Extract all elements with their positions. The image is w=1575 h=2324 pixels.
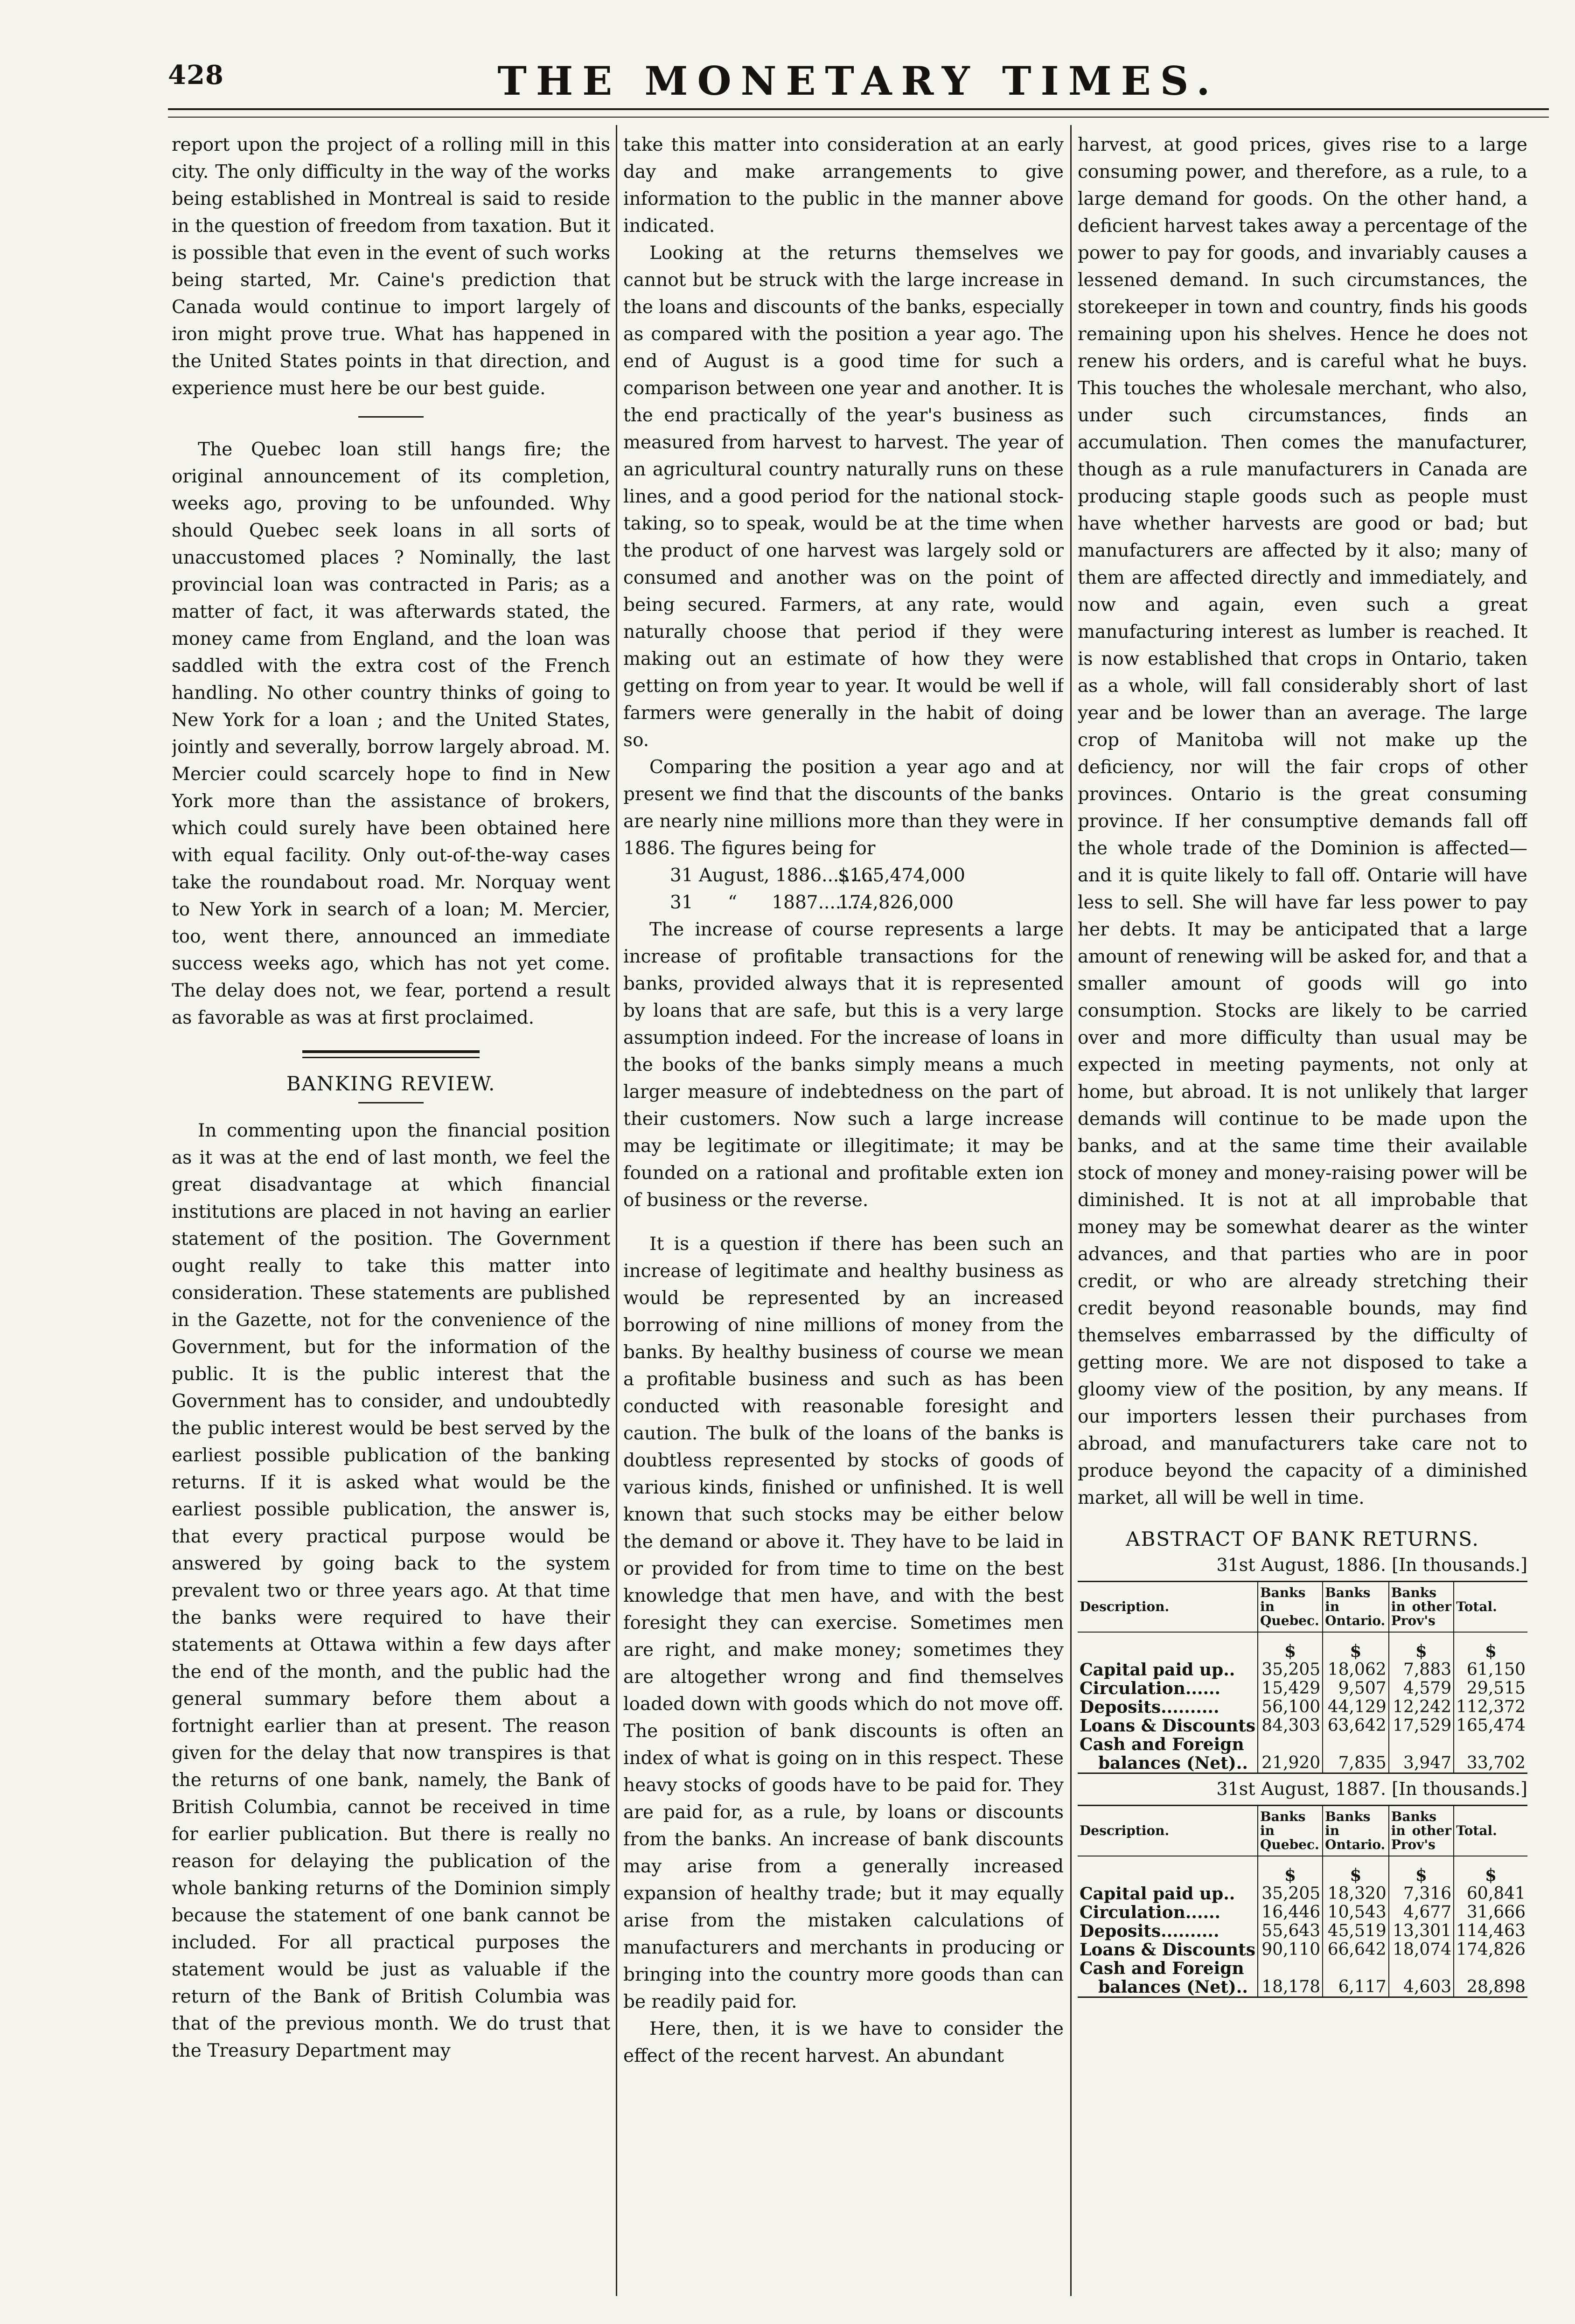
- table-row: [1078, 1922, 1527, 1940]
- paragraph: take this matter into consideration at an early day and make arrangements to give information to the public in the manner above indicated.: [623, 134, 1064, 237]
- table-row: [1078, 1903, 1527, 1922]
- cell-value: 61,150: [1454, 1661, 1527, 1679]
- cell-value: 7,835: [1323, 1754, 1389, 1773]
- cell-value: 66,642: [1323, 1940, 1389, 1959]
- cell-value: 31,666: [1454, 1903, 1527, 1922]
- section-title: BANKING REVIEW.: [286, 1072, 496, 1095]
- cell-value: [1454, 1735, 1527, 1754]
- column-header: Banks in Ontario.: [1323, 1806, 1389, 1856]
- currency-symbol: $: [1389, 1632, 1454, 1661]
- cell-value: 60,841: [1454, 1884, 1527, 1903]
- currency-symbol: $: [1389, 1856, 1454, 1884]
- column-3: [1078, 132, 1527, 2296]
- column-1: [172, 132, 610, 2296]
- column-header: Total.: [1454, 1582, 1527, 1633]
- column-header: Banks in other Prov's: [1389, 1582, 1454, 1633]
- loan-figures: [623, 862, 1064, 916]
- abstract-title: ABSTRACT OF BANK RETURNS.: [1126, 1528, 1479, 1550]
- cell-value: [1323, 1735, 1389, 1754]
- cell-value: 63,642: [1323, 1717, 1389, 1735]
- section-divider: [358, 416, 424, 418]
- cell-value: 84,303: [1258, 1717, 1323, 1735]
- table-row: [1078, 1698, 1527, 1717]
- column-header: Banks in Quebec.: [1258, 1582, 1323, 1633]
- currency-symbol: $: [1323, 1856, 1389, 1884]
- bank-returns-table-1887: [1078, 1805, 1527, 1998]
- column-header: Description.: [1078, 1582, 1258, 1633]
- row-label: balances (Net)..: [1078, 1978, 1258, 1997]
- cell-value: 4,603: [1389, 1978, 1454, 1997]
- table-date: 31st August, 1887. [In thousands.]: [1216, 1779, 1527, 1799]
- cell-value: 3,947: [1389, 1754, 1454, 1773]
- bank-returns-table-1886: [1078, 1581, 1527, 1774]
- figure-label: 31 “ 1887.........: [670, 892, 871, 913]
- cell-value: [1258, 1959, 1323, 1978]
- cell-value: 7,883: [1389, 1661, 1454, 1679]
- currency-symbol: $: [1454, 1856, 1527, 1884]
- row-label: Cash and Foreign: [1080, 1735, 1244, 1754]
- page-number: 428: [168, 60, 224, 91]
- column-header: Total.: [1454, 1806, 1527, 1856]
- cell-value: 21,920: [1258, 1754, 1323, 1773]
- table-row: [1078, 1735, 1527, 1754]
- cell-value: 7,316: [1389, 1884, 1454, 1903]
- table-row: [1078, 1661, 1527, 1679]
- section-divider: [358, 1102, 424, 1103]
- cell-value: 165,474: [1454, 1717, 1527, 1735]
- column-header: Banks in Ontario.: [1323, 1582, 1389, 1633]
- table-row: [1078, 1679, 1527, 1698]
- cell-value: 16,446: [1258, 1903, 1323, 1922]
- cell-value: 29,515: [1454, 1679, 1527, 1698]
- cell-value: 6,117: [1323, 1978, 1389, 1997]
- page-header: [168, 51, 1549, 107]
- currency-row: [1078, 1632, 1527, 1661]
- cell-value: 12,242: [1389, 1698, 1454, 1717]
- column-2: [623, 132, 1064, 2296]
- cell-value: [1389, 1735, 1454, 1754]
- cell-value: 9,507: [1323, 1679, 1389, 1698]
- cell-value: 17,529: [1389, 1717, 1454, 1735]
- column-header: Description.: [1078, 1806, 1258, 1856]
- figure-value: 174,826,000: [838, 892, 954, 913]
- cell-value: 45,519: [1323, 1922, 1389, 1940]
- row-label: Capital paid up..: [1080, 1884, 1235, 1904]
- cell-value: 35,205: [1258, 1661, 1323, 1679]
- paragraph: Comparing the position a year ago and at present we find that the discounts of the banks are nearly nine millions more than they were in 1886. The figures being for: [623, 757, 1064, 859]
- row-label: Deposits..........: [1080, 1921, 1220, 1941]
- cell-value: 44,129: [1323, 1698, 1389, 1717]
- cell-value: 112,372: [1454, 1698, 1527, 1717]
- cell-value: 33,702: [1454, 1754, 1527, 1773]
- figure-label: 31 August, 1886.........: [670, 865, 874, 886]
- currency-symbol: $: [1258, 1632, 1323, 1661]
- header-rule-thin: [168, 117, 1549, 118]
- cell-value: 15,429: [1258, 1679, 1323, 1698]
- header-rule: [168, 108, 1549, 110]
- paragraph: It is a question if there has been such an increase of legitimate and healthy business as would be represented by an increased borrowing of nine millions of money from the banks. By healthy business of course we mean a profitable business and such as has been conducted with reasonable foresight and caution. The bulk of the loans of the banks is doubtless represented by stocks of goods of various kinds, finished or unfinished. It is well known that such stocks may be either below the demand or above it. They have to be laid in or provided for from time to time on the best knowledge that men have, and with the best foresight they can exercise. Sometimes men are right, and make money; sometimes they are altogether wrong and find themselves loaded down with goods which do not move off. The position of bank discounts is often an index of what is going on in this respect. These heavy stocks of goods have to be paid for. They are paid for, as a rule, by loans or discounts from the banks. An increase of bank discounts may arise from a generally increased expansion of healthy trade; but it may equally arise from the mistaken calculations of manufacturers and merchants in producing or bringing into the country more goods than can be readily paid for.: [623, 1234, 1064, 2012]
- cell-value: 4,579: [1389, 1679, 1454, 1698]
- double-divider: [302, 1050, 480, 1058]
- cell-value: 28,898: [1454, 1978, 1527, 1997]
- paragraph: The Quebec loan still hangs fire; the original announcement of its completion, weeks ago, proving to be unfounded. Why should Quebec seek loans in all sorts of unaccustomed places ? Nominally, the last provincial loan was contracted in Paris; as a matter of fact, it was afterwards stated, the money came from England, and the loan was saddled with the extra cost of the French handling. No other country thinks of going to New York for a loan ; and the United States, jointly and severally, borrow largely abroad. M. Mercier could scarcely hope to find in New York more than the assistance of brokers, which could surely have been obtained here with equal facility. Only out-of-the-way cases take the roundabout road. Mr. Norquay went to New York in search of a loan; M. Mercier, too, went there, announced an immediate success weeks ago, which has not yet come. The delay does not, we fear, portend a result as favorable as was at first proclaimed.: [172, 439, 610, 1028]
- cell-value: 56,100: [1258, 1698, 1323, 1717]
- row-label: balances (Net)..: [1078, 1754, 1258, 1773]
- column-header: Banks in other Prov's: [1389, 1806, 1454, 1856]
- row-label: Loans & Discounts: [1080, 1716, 1255, 1736]
- figure-row: [623, 889, 1064, 916]
- currency-symbol: $: [1258, 1856, 1323, 1884]
- cell-value: [1454, 1959, 1527, 1978]
- cell-value: [1323, 1959, 1389, 1978]
- paragraph: report upon the project of a rolling mill in this city. The only difficulty in the way of the works being established in Montreal is said to reside in the question of freedom from taxation. But it is possible that even in the event of such works being started, Mr. Caine's prediction that Canada would continue to import largely of iron might prove true. What has happened in the United States points in that direction, and experience must here be our best guide.: [172, 134, 610, 399]
- masthead-title: THE MONETARY TIMES.: [497, 58, 1220, 104]
- cell-value: [1258, 1735, 1323, 1754]
- row-label: Capital paid up..: [1080, 1660, 1235, 1680]
- cell-value: 18,074: [1389, 1940, 1454, 1959]
- cell-value: 18,178: [1258, 1978, 1323, 1997]
- table-row: [1078, 1884, 1527, 1903]
- row-label: Loans & Discounts: [1080, 1940, 1255, 1960]
- cell-value: 18,062: [1323, 1661, 1389, 1679]
- row-label: Cash and Foreign: [1080, 1959, 1244, 1978]
- table-row: [1078, 1717, 1527, 1735]
- paragraph: In commenting upon the financial position as it was at the end of last month, we feel the great disadvantage at which financial institutions are placed in not having an earlier statement of the position. The Government ought really to take this matter into consideration. These statements are published in the Gazette, not for the convenience of the Government, but for the information of the public. It is the public interest that the Government has to consider, and undoubtedly the public interest would be best served by the earliest possible publication of the banking returns. If it is asked what would be the earliest possible publication, the answer is, that every practical purpose would be answered by going back to the system prevalent two or three years ago. At that time the banks were required to have their statements at Ottawa within a few days after the end of the month, and the public had the general summary before them about a fortnight earlier than at present. The reason given for the delay that now transpires is that the returns of one bank, namely, the Bank of British Columbia, cannot be received in time for earlier publication. But there is really no reason for delaying the publication of the whole banking returns of the Dominion simply because the statement of one bank cannot be included. For all practical purposes the statement would be just as valuable if the return of the Bank of British Columbia was that of the previous month. We do trust that the Treasury Department may: [172, 1120, 610, 2061]
- cell-value: [1389, 1959, 1454, 1978]
- row-label: Deposits..........: [1080, 1697, 1220, 1717]
- paragraph: The increase of course represents a large increase of profitable transactions for the banks, provided always that it is represented by loans that are safe, but this is a very large assumption indeed. For the increase of loans in the books of the banks simply means a much larger measure of indebtedness on the part of their customers. Now such a large increase may be legitimate or illegitimate; it may be founded on a rational and profitable exten ion of business or the reverse.: [623, 919, 1064, 1211]
- cell-value: 174,826: [1454, 1940, 1527, 1959]
- column-divider: [616, 125, 617, 2296]
- table-row: [1078, 1959, 1527, 1978]
- paragraph: Here, then, it is we have to consider the effect of the recent harvest. An abundant: [623, 2018, 1064, 2066]
- table-row: [1078, 1754, 1527, 1773]
- table-date: 31st August, 1886. [In thousands.]: [1216, 1555, 1527, 1575]
- currency-row: [1078, 1856, 1527, 1884]
- figure-value: $165,474,000: [838, 865, 965, 886]
- currency-symbol: $: [1454, 1632, 1527, 1661]
- currency-symbol: $: [1323, 1632, 1389, 1661]
- table-row: [1078, 1978, 1527, 1997]
- cell-value: 114,463: [1454, 1922, 1527, 1940]
- row-label: Circulation......: [1080, 1903, 1221, 1922]
- row-label: Circulation......: [1080, 1679, 1221, 1698]
- paragraph: Looking at the returns themselves we cannot but be struck with the large increase in the loans and discounts of the banks, especially as compared with the position a year ago. The end of August is a good time for such a comparison between one year and another. It is the end practically of the year's business as measured from harvest to harvest. The year of an agricultural country naturally runs on these lines, and a good period for the national stock-taking, so to speak, would be at the time when the product of one harvest was largely sold or consumed and another was on the point of being secured. Farmers, at any rate, would naturally choose that period if they were making out an estimate of how they were getting on from year to year. It would be well if farmers were generally in the habit of doing so.: [623, 243, 1064, 751]
- cell-value: 4,677: [1389, 1903, 1454, 1922]
- cell-value: 90,110: [1258, 1940, 1323, 1959]
- figure-row: [623, 862, 1064, 889]
- column-header: Banks in Quebec.: [1258, 1806, 1323, 1856]
- column-divider: [1070, 125, 1072, 2296]
- table-row: [1078, 1940, 1527, 1959]
- cell-value: 18,320: [1323, 1884, 1389, 1903]
- cell-value: 35,205: [1258, 1884, 1323, 1903]
- paragraph: harvest, at good prices, gives rise to a large consuming power, and therefore, as a rule, to a large demand for goods. On the other hand, a deficient harvest takes away a percentage of the power to pay for goods, and invariably causes a lessened demand. In such circumstances, the storekeeper in town and country, finds his goods remaining upon his shelves. Hence he does not renew his orders, and is careful what he buys. This touches the wholesale merchant, who also, under such circumstances, finds an accumulation. Then comes the manufacturer, though as a rule manufacturers in Canada are producing staple goods such as people must have whether harvests are good or bad; but manufacturers are affected by it also; many of them are affected directly and immediately, and now and again, even such a great manufacturing interest as lumber is reached. It is now established that crops in Ontario, taken as a whole, will fall considerably short of last year and be lower than an average. The large crop of Manitoba will not make up the deficiency, nor will the fair crops of other provinces. Ontario is the great consuming province. If her consumptive demands fall off the whole trade of the Dominion is affected—and it is quite likely to fall off. Ontarie will have less to sell. She will have far less power to pay her debts. It may be anticipated that a large amount of renewing will be asked for, and that a smaller amount of goods will go into consumption. Stocks are likely to be carried over and more difficulty than usual may be expected in meeting payments, not only at home, but abroad. It is not unlikely that larger demands will continue to be made upon the banks, and at the same time their available stock of money and money-raising power will be diminished. It is not at all improbable that money may be somewhat dearer as the winter advances, and that parties who are in poor credit, or who are already stretching their credit beyond reasonable bounds, may find themselves embarrassed by the difficulty of getting more. We are not disposed to take a gloomy view of the position, by any means. If our importers lessen their purchases from abroad, and manufacturers take care not to produce beyond the capacity of a diminished market, all will be well in time.: [1078, 134, 1527, 1508]
- cell-value: 55,643: [1258, 1922, 1323, 1940]
- cell-value: 13,301: [1389, 1922, 1454, 1940]
- cell-value: 10,543: [1323, 1903, 1389, 1922]
